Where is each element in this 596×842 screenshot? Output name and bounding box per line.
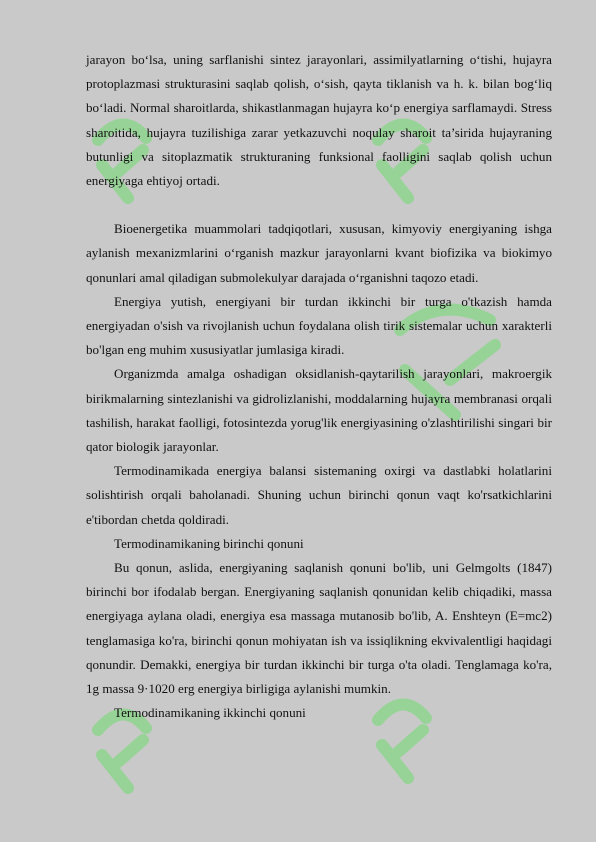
paragraph: Organizmda amalga oshadigan oksidlanish-qaytarilish jarayonlari, makroergik birikmalarning sintezlanishi va gidrolizlanishi, moddalarning hujayra membranasi orqali tashilish, harakat faolligi, fotosintezda yorug'lik energiyasining o'zlashtirilishi singari bir qator biologik jarayonlar.: [86, 366, 552, 455]
paragraph: Bu qonun, aslida, energiyaning saqlanish qonuni bo'lib, uni Gelmgolts (1847) birinchi bor ifodalab bergan. Energiyaning saqlanish qonunidan kelib chiqadiki, massa energiyaga aylana oladi, energiya esa massaga mutanosib bo'lib, A. Enshteyn (E=mc2) tenglamasiga ko'ra, birinchi qonun mohiyatan ish va issiqlikning ekvivalentligi haqidagi qonundir. Demakki, energiya bir turdan ikkinchi bir turga o'ta oladi. Tenglamaga ko'ra, 1g massa 9·1020 erg energiya birligiga aylanishi mumkin.: [86, 560, 552, 697]
paragraph: Bioenergetika muammolari tadqiqotlari, xususan, kimyoviy energiyaning ishga aylanish mexanizmlarini o‘rganish mazkur jarayonlarni kvant biofizika va biokimyo qonunlari amal qiladigan submolekulyar darajada o‘rganishni taqozo etadi.: [86, 221, 552, 285]
paragraph: jarayon bo‘lsa, uning sarflanishi sintez jarayonlari, assimilyatlarning o‘tishi, hujayra protoplazmasi strukturasini saqlab qolish, o‘sish, qayta tiklanish va h. k. bilan bog‘liq bo‘ladi. Normal sharoitlarda, shikastlanmagan hujayra ko‘p energiya sarflamaydi. Stress sharoitida, hujayra tuzilishiga zarar yetkazuvchi noqulay sharoit ta’sirida hujayraning butunligi va sitoplazmatik strukturaning funksional faolligini saqlab qolish uchun energiyaga ehtiyoj ortadi.: [86, 52, 552, 189]
paragraph: Termodinamikada energiya balansi sistemaning oxirgi va dastlabki holatlarini solishtirish orqali baholanadi. Shuning uchun birinchi qonun vaqt ko'rsatkichlarini e'tibordan chetda qoldiradi.: [86, 463, 552, 527]
section-heading: Termodinamikaning ikkinchi qonuni: [114, 705, 306, 721]
section-heading: Termodinamikaning birinchi qonuni: [114, 535, 304, 551]
document-body: [86, 48, 552, 725]
paragraph: Energiya yutish, energiyani bir turdan ikkinchi bir turga o'tkazish hamda energiyadan o'sish va rivojlanish uchun foydalana olish tirik sistemalar uchun xarakterli bo'lgan eng muhim xususiyatlar jumlasiga kiradi.: [86, 293, 552, 358]
paragraph-gap: [86, 193, 552, 217]
